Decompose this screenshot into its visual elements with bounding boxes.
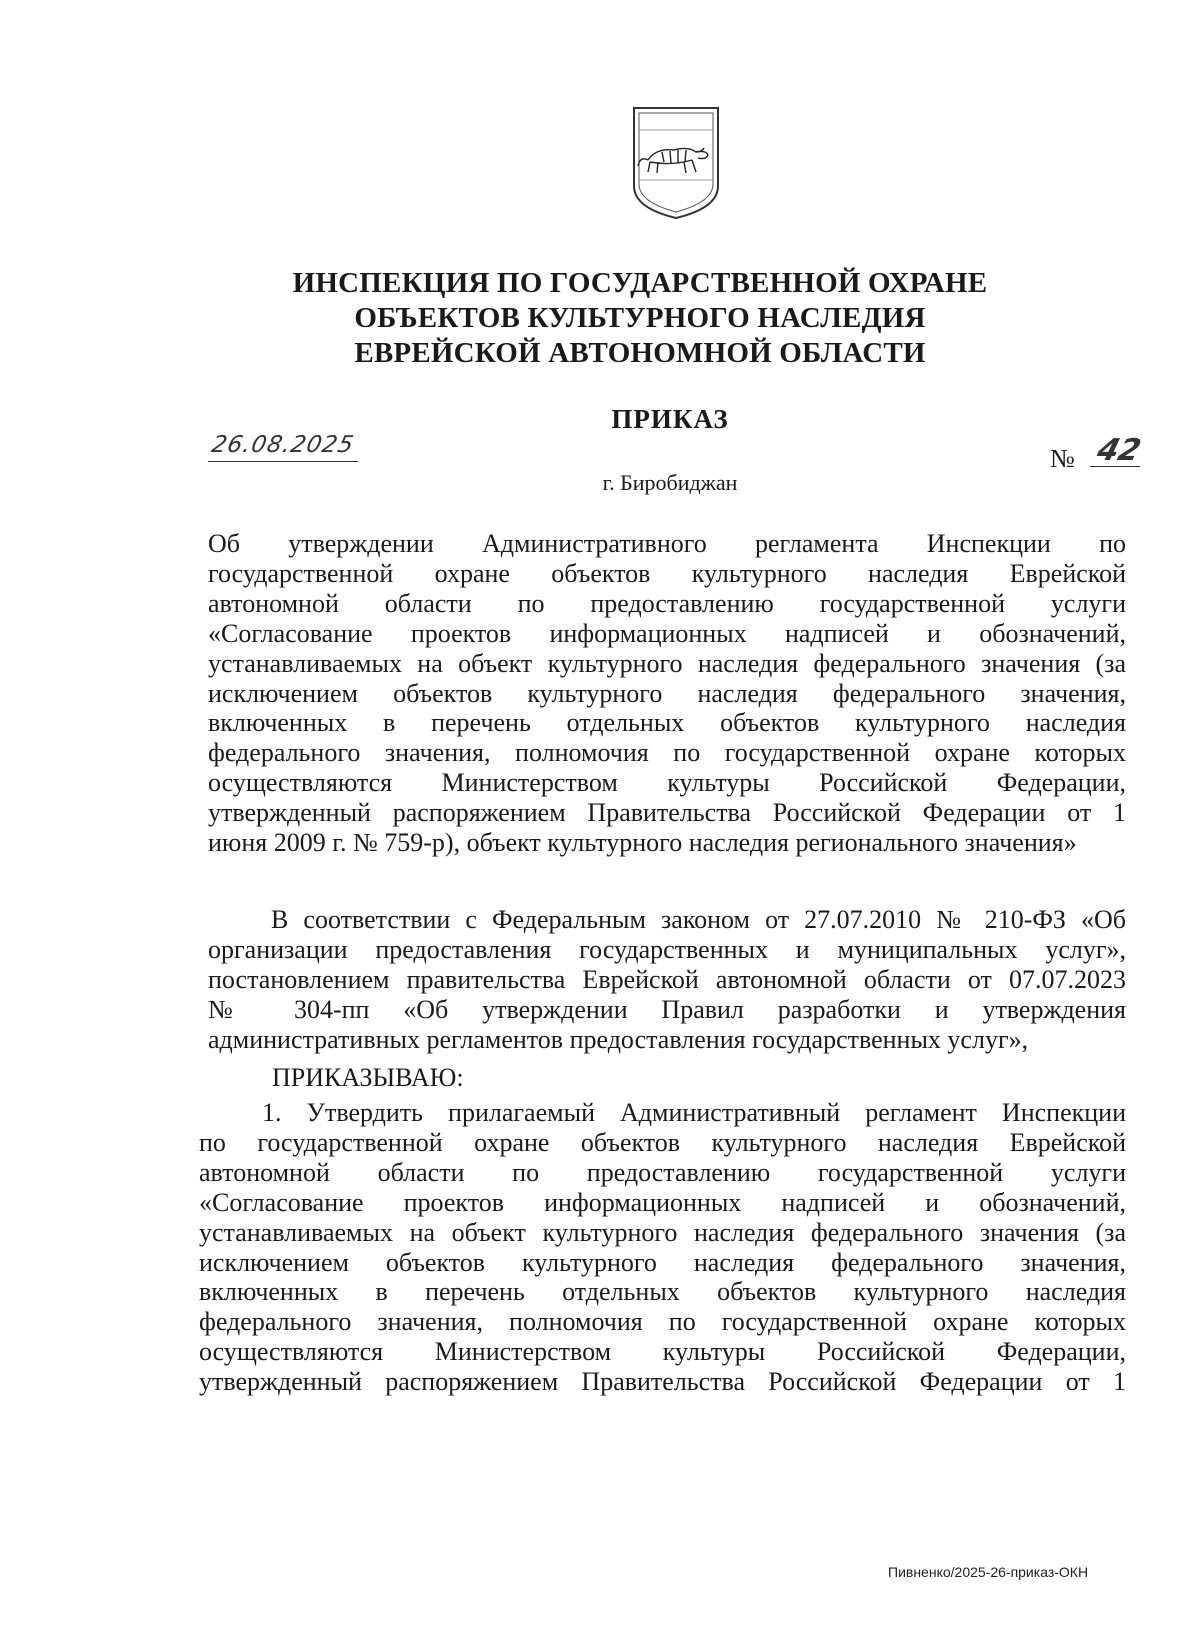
legal-basis-line: № 304-пп «Об утверждении Правил разработки и утверждения: [208, 994, 1126, 1024]
item-line: федерального значения, полномочия по государственной охране которых: [199, 1307, 1126, 1337]
subject-line: осуществляются Министерством культуры Российской Федерации,: [208, 768, 1126, 798]
subject-line: автономной области по предоставлению государственной услуги: [208, 588, 1126, 618]
item-line: исключением объектов культурного наследия федерального значения,: [199, 1247, 1126, 1277]
number-label: №: [1050, 444, 1075, 473]
order-directive: ПРИКАЗЫВАЮ:: [272, 1063, 464, 1092]
item-line: «Согласование проектов информационных надписей и обозначений,: [199, 1187, 1126, 1217]
organization-title-line: ОБЪЕКТОВ КУЛЬТУРНОГО НАСЛЕДИЯ: [354, 302, 926, 334]
subject-line: «Согласование проектов информационных надписей и обозначений,: [208, 618, 1126, 648]
legal-basis-line: административных регламентов предоставления государственных услуг»,: [208, 1024, 1029, 1054]
date-underline: [208, 461, 358, 462]
organization-title-line: ИНСПЕКЦИЯ ПО ГОСУДАРСТВЕННОЙ ОХРАНЕ: [292, 267, 988, 299]
item-line: утвержденный распоряжением Правительства Российской Федерации от 1: [199, 1367, 1126, 1397]
organization-title: [220, 266, 1060, 371]
order-subject: [208, 529, 1126, 858]
item-line: автономной области по предоставлению государственной услуги: [199, 1157, 1126, 1187]
item-line: устанавливаемых на объект культурного наследия федерального значения (за: [199, 1217, 1126, 1247]
order-item-1: [199, 1098, 1126, 1397]
subject-line: устанавливаемых на объект культурного наследия федерального значения (за: [208, 648, 1126, 678]
item-line: осуществляются Министерством культуры Российской Федерации,: [199, 1337, 1126, 1367]
legal-basis-line: В соответствии с Федеральным законом от 27.07.2010 № 210-ФЗ «Об: [271, 905, 1126, 934]
legal-basis-line: постановлением правительства Еврейской автономной области от 07.07.2023: [208, 964, 1126, 994]
subject-line: включенных в перечень отдельных объектов культурного наследия: [208, 708, 1126, 738]
document-type-heading: ПРИКАЗ: [611, 404, 729, 434]
number-underline: [1090, 466, 1140, 467]
subject-line: исключением объектов культурного наследия федерального значения,: [208, 678, 1126, 708]
organization-title-line: ЕВРЕЙСКОЙ АВТОНОМНОЙ ОБЛАСТИ: [354, 337, 926, 369]
subject-line: федерального значения, полномочия по государственной охране которых: [208, 738, 1126, 768]
item-line: по государственной охране объектов культурного наследия Еврейской: [199, 1127, 1126, 1157]
item-line: включенных в перечень отдельных объектов культурного наследия: [199, 1277, 1126, 1307]
handwritten-number: 42: [1093, 433, 1145, 468]
city: г. Биробиджан: [602, 470, 738, 495]
subject-line: июня 2009 г. № 759-р), объект культурного наследия регионального значения»: [208, 828, 1077, 858]
subject-line: Об утверждении Административного регламента Инспекции по: [208, 529, 1126, 558]
subject-line: государственной охране объектов культурного наследия Еврейской: [208, 558, 1126, 588]
document-footer-id: Пивненко/2025-26-приказ-ОКН: [888, 1564, 1089, 1580]
coat-of-arms-emblem: [626, 100, 726, 222]
tiger-emblem-icon: [626, 100, 726, 222]
legal-basis-line: организации предоставления государственных и муниципальных услуг»,: [208, 934, 1126, 964]
handwritten-date: 26.08.2025: [209, 432, 357, 458]
item-line: 1. Утвердить прилагаемый Административный регламент Инспекции: [262, 1098, 1126, 1127]
legal-basis-paragraph: [208, 905, 1126, 1055]
subject-line: утвержденный распоряжением Правительства Российской Федерации от 1: [208, 798, 1126, 828]
